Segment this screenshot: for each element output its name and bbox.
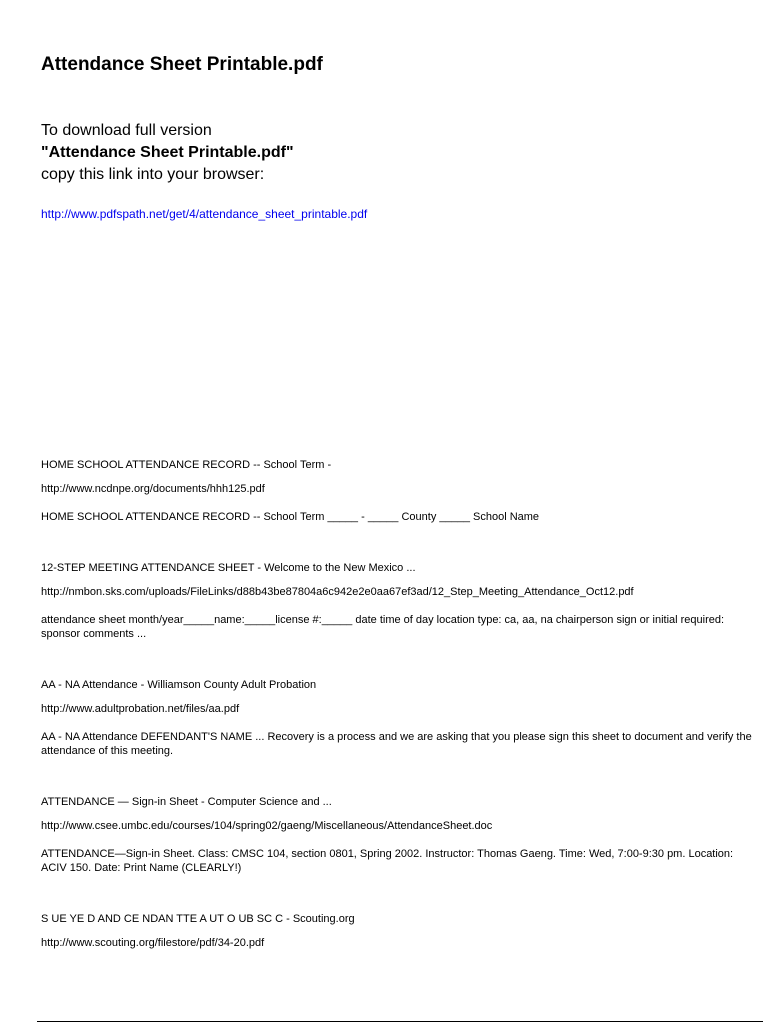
document-title: Attendance Sheet Printable.pdf xyxy=(41,54,323,75)
download-instructions xyxy=(41,120,294,186)
download-line-3: copy this link into your browser: xyxy=(41,166,265,183)
result-url[interactable]: http://www.ncdnpe.org/documents/hhh125.pdf xyxy=(41,483,265,495)
result-title: ATTENDANCE — Sign-in Sheet - Computer Science and ... xyxy=(41,796,332,808)
result-item xyxy=(41,795,753,875)
page-bottom-rule xyxy=(37,1021,763,1022)
result-item xyxy=(41,678,753,758)
result-item xyxy=(41,912,753,950)
result-item xyxy=(41,458,753,524)
result-title: AA - NA Attendance - Williamson County Adult Probation xyxy=(41,679,317,691)
download-link[interactable]: http://www.pdfspath.net/get/4/attendance_sheet_printable.pdf xyxy=(41,207,368,221)
result-url[interactable]: http://www.adultprobation.net/files/aa.pdf xyxy=(41,703,240,715)
result-snippet: AA - NA Attendance DEFENDANT'S NAME ... Recovery is a process and we are asking that you please sign this sheet to document and verify the attendance of this meeting. xyxy=(41,731,752,757)
result-title: 12-STEP MEETING ATTENDANCE SHEET - Welcome to the New Mexico ... xyxy=(41,562,416,574)
result-title: HOME SCHOOL ATTENDANCE RECORD -- School Term - xyxy=(41,459,332,471)
download-line-1: To download full version xyxy=(41,122,212,139)
result-snippet: attendance sheet month/year_____name:_____license #:_____ date time of day location type: ca, aa, na chairperson sign or initial required: sponsor comments ... xyxy=(41,614,725,640)
results-list xyxy=(41,458,753,950)
result-url[interactable]: http://www.scouting.org/filestore/pdf/34-20.pdf xyxy=(41,937,265,949)
result-snippet: HOME SCHOOL ATTENDANCE RECORD -- School Term _____ - _____ County _____ School Name xyxy=(41,511,540,523)
result-item xyxy=(41,561,753,641)
result-title: S UE YE D AND CE NDAN TTE A UT O UB SC C - Scouting.org xyxy=(41,913,355,925)
result-url[interactable]: http://www.csee.umbc.edu/courses/104/spring02/gaeng/Miscellaneous/AttendanceSheet.doc xyxy=(41,820,493,832)
result-url[interactable]: http://nmbon.sks.com/uploads/FileLinks/d88b43be87804a6c942e2e0aa67ef3ad/12_Step_Meeting_Attendance_Oct12.pdf xyxy=(41,586,634,598)
download-filename: "Attendance Sheet Printable.pdf" xyxy=(41,144,294,161)
result-snippet: ATTENDANCE—Sign-in Sheet. Class: CMSC 104, section 0801, Spring 2002. Instructor: Thomas Gaeng. Time: Wed, 7:00-9:30 pm. Location: ACIV 150. Date: Print Name (CLEARLY!) xyxy=(41,848,734,874)
